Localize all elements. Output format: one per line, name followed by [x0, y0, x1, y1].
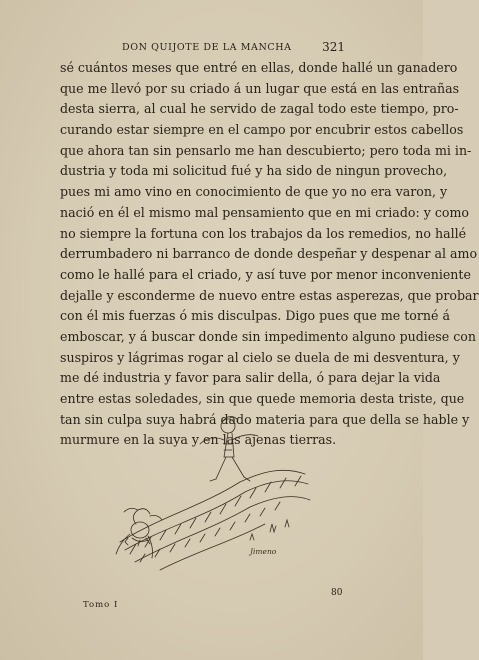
- text-line: tan sin culpa suya habrá dado materia para que della se hable y: [60, 411, 470, 427]
- text-line: nació en él el mismo mal pensamiento que en mi criado: y como: [60, 204, 469, 220]
- text-line: no siempre la fortuna con los trabajos da los remedios, no hallé: [60, 225, 467, 241]
- signature-mark: 80: [331, 588, 343, 598]
- text-line: pues mi amo vino en conocimiento de que yo no era varon, y: [60, 184, 448, 200]
- text-line: que ahora tan sin pensarlo me han descubierto; pero toda mi in-: [60, 142, 472, 158]
- text-line: curando estar siempre en el campo por encubrir estos cabellos: [60, 122, 464, 138]
- text-line: con él mis fuerzas ó mis disculpas. Digo pues que me torné á: [60, 308, 450, 324]
- engraving-illustration: [100, 412, 315, 580]
- text-line: murmure en la suya y en las ajenas tierras.: [60, 432, 337, 448]
- body-text: [60, 58, 479, 451]
- text-line: que me llevó por su criado á un lugar que está en las entrañas: [60, 80, 460, 96]
- text-line: desta sierra, al cual he servido de zagal todo este tiempo, pro-: [60, 101, 459, 117]
- text-line: suspiros y lágrimas rogar al cielo se duela de mi desventura, y: [60, 349, 460, 365]
- text-line: derrumbadero ni barranco de donde despeñar y despenar al amo: [60, 246, 478, 262]
- text-line: dustria y toda mi solicitud fué y ha sido de ningun provecho,: [60, 163, 448, 179]
- text-line: dejalle y esconderme de nuevo entre estas asperezas, que probar: [60, 287, 479, 303]
- text-line: me dé industria y favor para salir della, ó para dejar la vida: [60, 370, 441, 386]
- volume-label: Tomo I: [83, 600, 119, 610]
- text-line: como le hallé para el criado, y así tuve por menor inconveniente: [60, 266, 471, 282]
- text-line: sé cuántos meses que entré en ellas, donde hallé un ganadero: [60, 60, 458, 75]
- text-line: emboscar, y á buscar donde sin impedimento alguno pudiese con: [60, 328, 476, 344]
- artist-signature: Jimeno: [250, 547, 277, 556]
- page-number: 321: [322, 40, 345, 54]
- running-title: DON QUIJOTE DE LA MANCHA: [122, 42, 292, 53]
- text-line: entre estas soledades, sin que quede memoria desta triste, que: [60, 391, 465, 406]
